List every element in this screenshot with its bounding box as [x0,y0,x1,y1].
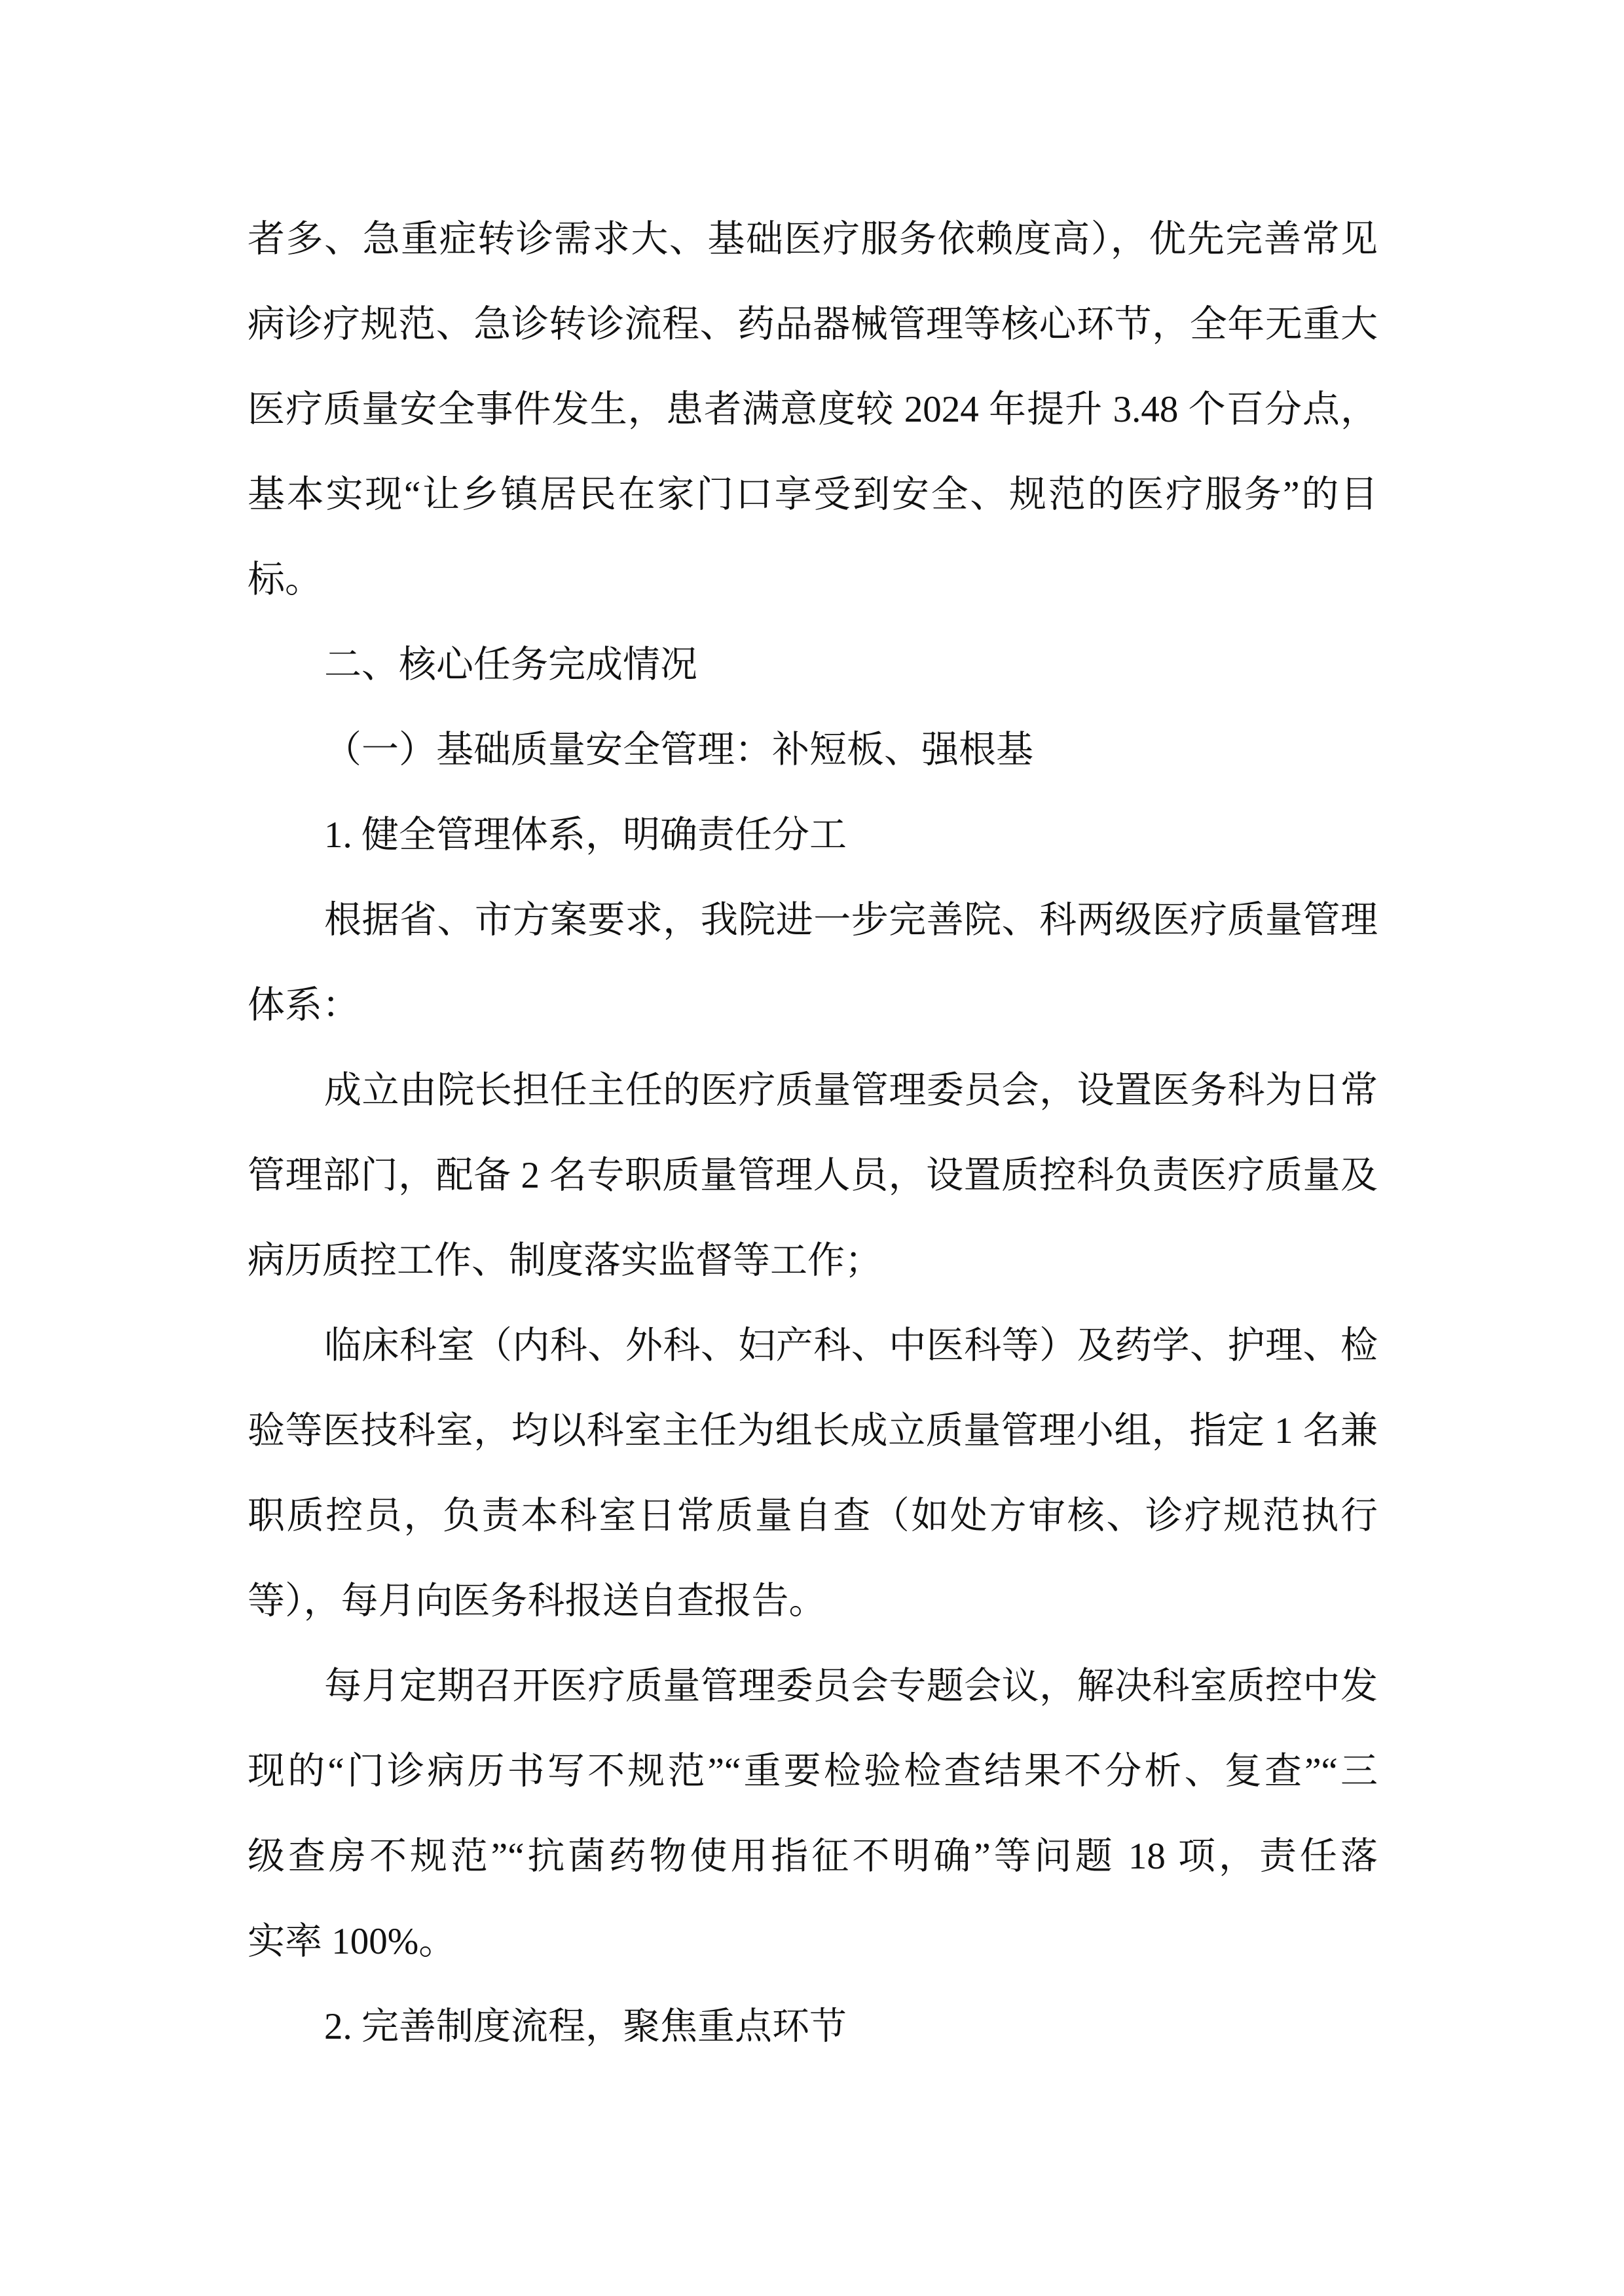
paragraph-line: 等），每月向医务科报送自查报告。 [248,1580,826,1622]
paragraph-line: 者多、急重症转诊需求大、基础医疗服务依赖度高），优先完善常见 [248,219,1378,260]
subsection-heading: （一）基础质量安全管理：补短板、强根基 [324,729,1033,771]
paragraph-line: 现的“门诊病历书写不规范”“重要检验检查结果不分析、复查”“三 [248,1751,1378,1792]
paragraph-line: 医疗质量安全事件发生，患者满意度较 2024 年提升 3.48 个百分点， [248,389,1378,430]
item-heading: 2. 完善制度流程，聚焦重点环节 [324,2006,847,2047]
paragraph-line: 成立由院长担任主任的医疗质量管理委员会，设置医务科为日常 [324,1070,1378,1111]
section-heading: 二、核心任务完成情况 [324,644,697,685]
paragraph-line: 级查房不规范”“抗菌药物使用指征不明确”等问题 18 项，责任落 [248,1836,1378,1877]
item-heading: 1. 健全管理体系，明确责任分工 [324,814,847,856]
paragraph-line: 临床科室（内科、外科、妇产科、中医科等）及药学、护理、检 [324,1325,1378,1366]
paragraph-line: 根据省、市方案要求，我院进一步完善院、科两级医疗质量管理 [324,900,1378,941]
paragraph-line: 职质控员，负责本科室日常质量自查（如处方审核、诊疗规范执行 [248,1495,1378,1537]
paragraph-line: 基本实现“让乡镇居民在家门口享受到安全、规范的医疗服务”的目 [248,474,1378,515]
paragraph-line: 管理部门，配备 2 名专职质量管理人员，设置质控科负责医疗质量及 [248,1155,1378,1196]
document-body [248,197,1378,2069]
paragraph-line: 验等医技科室，均以科室主任为组长成立质量管理小组，指定 1 名兼 [248,1410,1378,1451]
paragraph-line: 病诊疗规范、急诊转诊流程、药品器械管理等核心环节，全年无重大 [248,304,1378,345]
paragraph-line: 标。 [248,559,322,600]
paragraph-line: 病历质控工作、制度落实监督等工作； [248,1240,882,1281]
paragraph-line: 实率 100%。 [248,1921,456,1962]
paragraph-line: 体系： [248,985,360,1026]
paragraph-line: 每月定期召开医疗质量管理委员会专题会议，解决科室质控中发 [324,1666,1378,1707]
